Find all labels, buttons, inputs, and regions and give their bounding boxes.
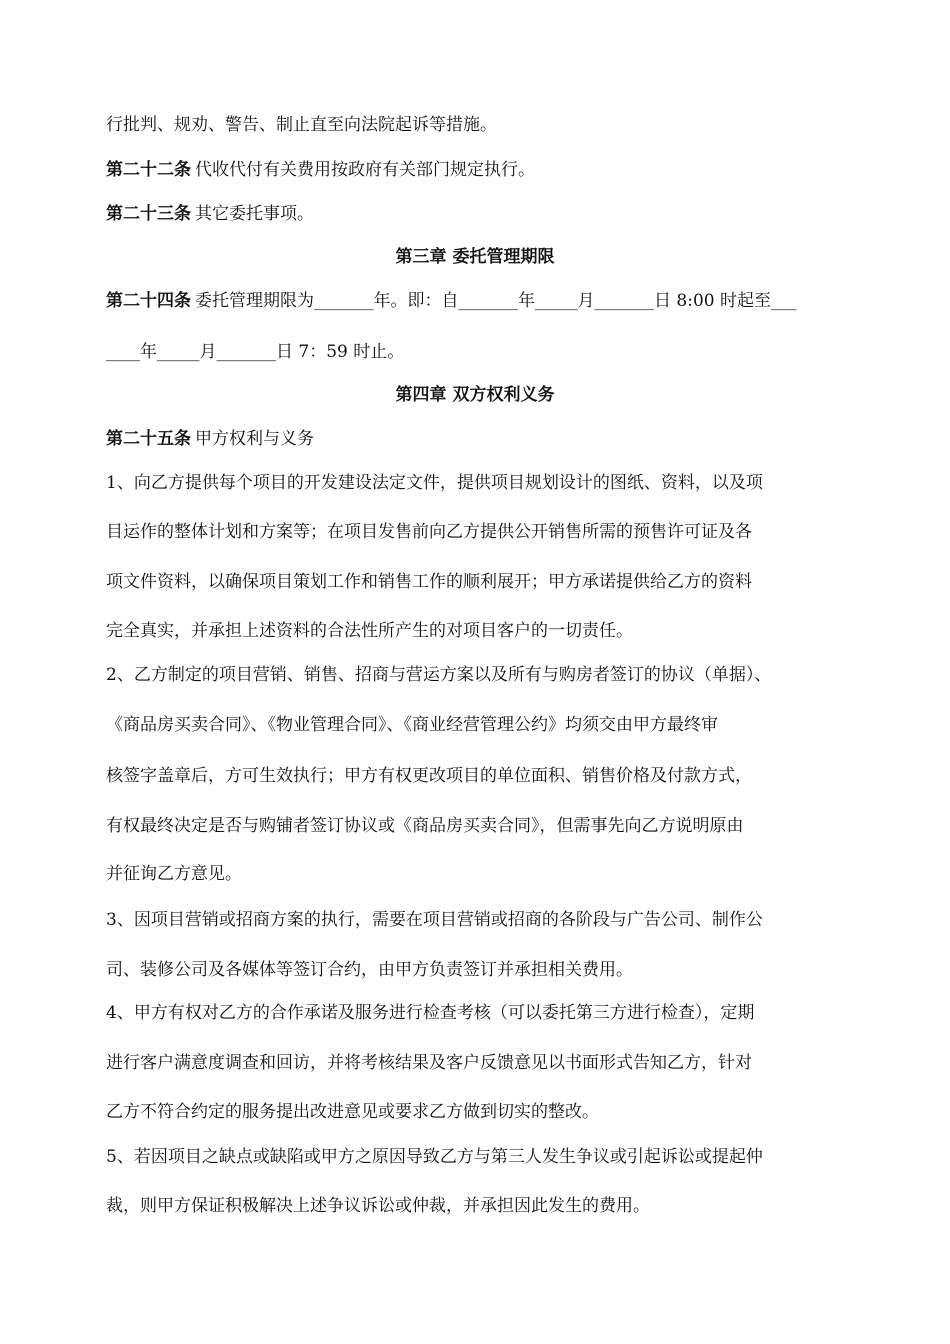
article-title: 第二十二条 bbox=[106, 160, 191, 180]
text-line bbox=[106, 663, 771, 687]
article-body: 委托管理期限为_______年。即：自_______年_____月_______日 8:00 时起至___ bbox=[195, 291, 797, 311]
paragraph-text: 行批判、规劝、警告、制止直至向法院起诉等措施。 bbox=[106, 115, 497, 135]
paragraph-text: 3、因项目营销或招商方案的执行，需要在项目营销或招商的各阶段与广告公司、制作公 bbox=[106, 910, 763, 930]
text-line bbox=[106, 619, 633, 643]
text-line bbox=[106, 570, 752, 594]
paragraph-text: 进行客户满意度调查和回访，并将考核结果及客户反馈意见以书面形式告知乙方，针对 bbox=[106, 1053, 752, 1073]
text-line bbox=[106, 862, 242, 886]
text-line bbox=[106, 1001, 754, 1025]
text-line bbox=[106, 908, 763, 932]
paragraph-text: 2、乙方制定的项目营销、销售、招商与营运方案以及所有与购房者签订的协议（单据）、 bbox=[106, 665, 772, 685]
text-line bbox=[106, 340, 404, 364]
paragraph-text: 《商品房买卖合同》、《物业管理合同》、《商业经营管理公约》均须交由甲方最终审 bbox=[106, 715, 718, 735]
article-23 bbox=[106, 202, 314, 226]
paragraph-text: ____年_____月_______日 7：59 时止。 bbox=[106, 342, 405, 362]
article-title: 第二十四条 bbox=[106, 291, 191, 311]
text-line bbox=[106, 1194, 650, 1218]
text-line bbox=[106, 113, 497, 137]
article-title: 第二十三条 bbox=[106, 204, 191, 224]
article-25 bbox=[106, 427, 314, 451]
text-line bbox=[106, 471, 763, 495]
paragraph-text: 完全真实，并承担上述资料的合法性所产生的对项目客户的一切责任。 bbox=[106, 621, 633, 641]
text-line bbox=[106, 1100, 599, 1124]
text-line bbox=[106, 1051, 752, 1075]
article-title: 第二十五条 bbox=[106, 429, 191, 449]
paragraph-text: 裁，则甲方保证积极解决上述争议诉讼或仲裁，并承担因此发生的费用。 bbox=[106, 1196, 650, 1216]
paragraph-text: 有权最终决定是否与购铺者签订协议或《商品房买卖合同》，但需事先向乙方说明原由 bbox=[106, 816, 744, 836]
article-24 bbox=[106, 289, 796, 313]
paragraph-text: 乙方不符合约定的服务提出改进意见或要求乙方做到切实的整改。 bbox=[106, 1102, 599, 1122]
paragraph-text: 项文件资料，以确保项目策划工作和销售工作的顺利展开；甲方承诺提供给乙方的资料 bbox=[106, 572, 752, 592]
article-body: 甲方权利与义务 bbox=[195, 429, 314, 449]
text-line bbox=[106, 958, 633, 982]
text-line bbox=[106, 764, 752, 788]
paragraph-text: 5、若因项目之缺点或缺陷或甲方之原因导致乙方与第三人发生争议或引起诉讼或提起仲 bbox=[106, 1147, 763, 1167]
article-body: 代收代付有关费用按政府有关部门规定执行。 bbox=[195, 160, 535, 180]
paragraph-text: 1、向乙方提供每个项目的开发建设法定文件，提供项目规划设计的图纸、资料，以及项 bbox=[106, 473, 763, 493]
paragraph-text: 司、装修公司及各媒体等签订合约，由甲方负责签订并承担相关费用。 bbox=[106, 960, 633, 980]
text-line bbox=[106, 520, 752, 544]
article-22 bbox=[106, 158, 535, 182]
chapter-3-heading: 第三章 委托管理期限 bbox=[395, 247, 555, 267]
paragraph-text: 4、甲方有权对乙方的合作承诺及服务进行检查考核（可以委托第三方进行检查），定期 bbox=[106, 1003, 755, 1023]
paragraph-text: 并征询乙方意见。 bbox=[106, 864, 242, 884]
text-line bbox=[106, 1145, 763, 1169]
paragraph-text: 核签字盖章后，方可生效执行；甲方有权更改项目的单位面积、销售价格及付款方式， bbox=[106, 766, 752, 786]
chapter-4-heading: 第四章 双方权利义务 bbox=[395, 385, 555, 405]
text-line bbox=[106, 814, 744, 838]
article-body: 其它委托事项。 bbox=[195, 204, 314, 224]
text-line bbox=[106, 713, 718, 737]
paragraph-text: 目运作的整体计划和方案等；在项目发售前向乙方提供公开销售所需的预售许可证及各 bbox=[106, 522, 752, 542]
